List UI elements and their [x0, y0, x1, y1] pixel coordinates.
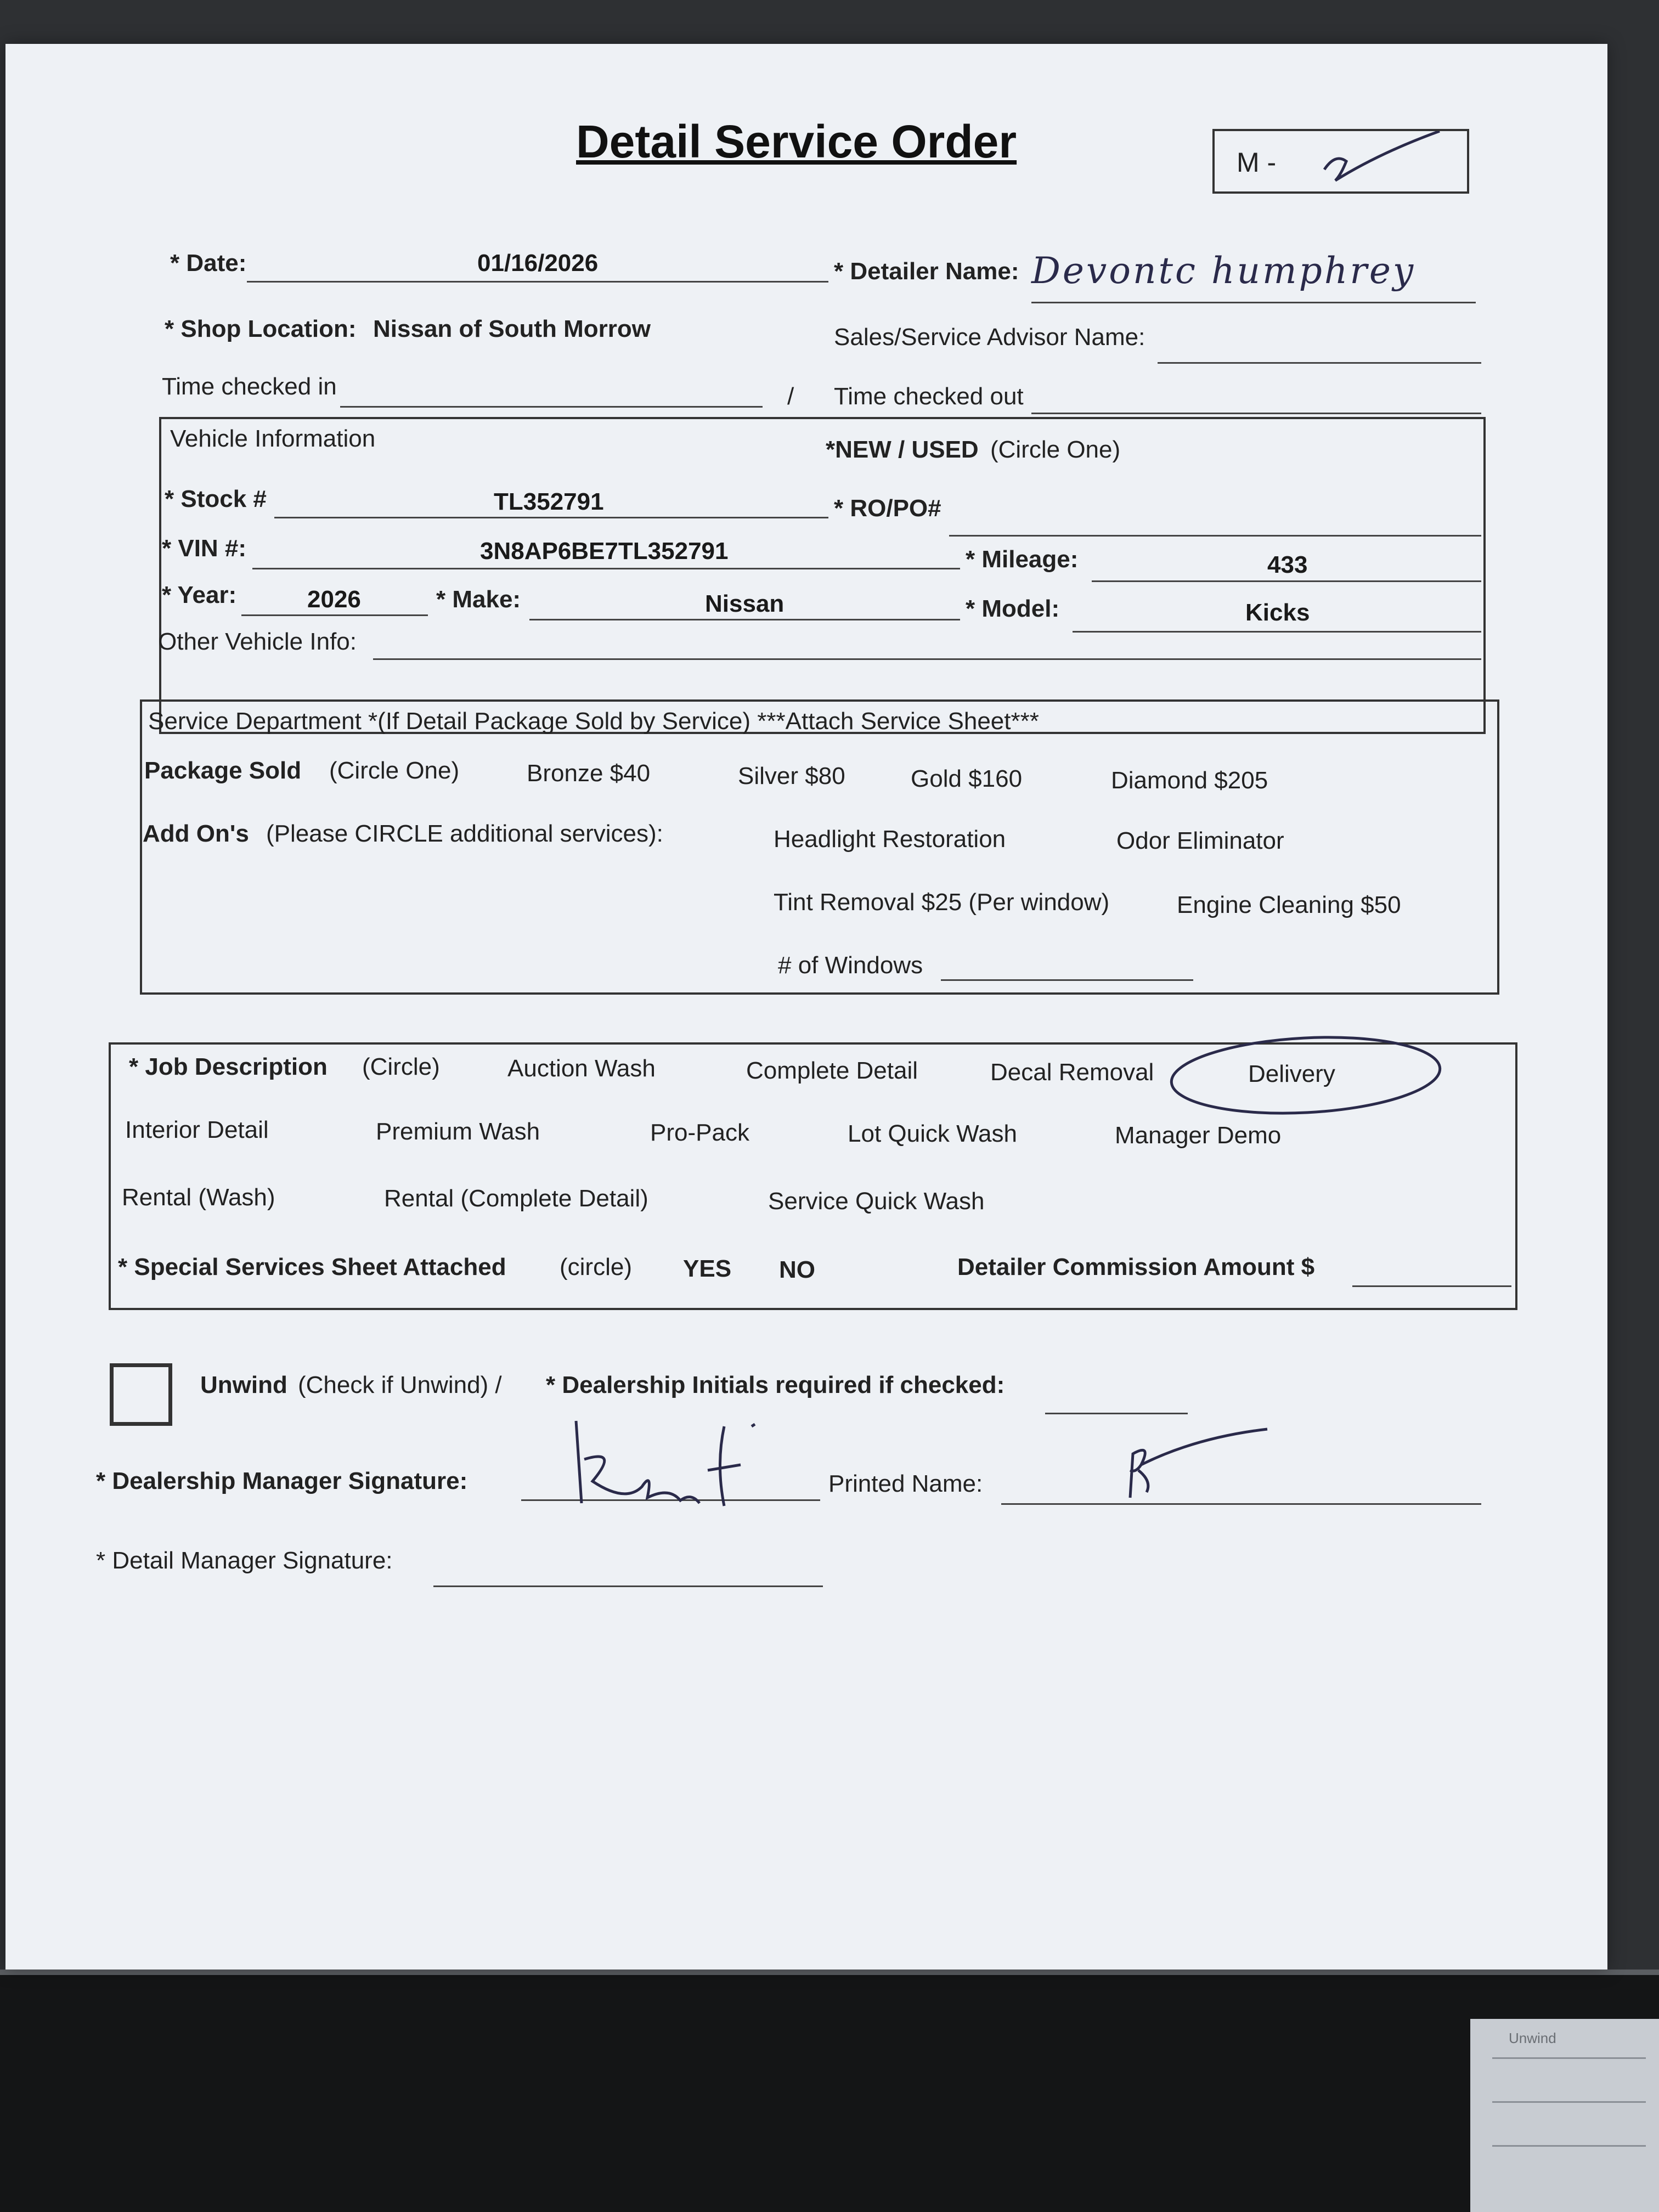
special-services-label: * Special Services Sheet Attached: [118, 1254, 506, 1280]
job-description-note: (Circle): [362, 1053, 440, 1080]
job-manager-demo[interactable]: Manager Demo: [1115, 1122, 1282, 1149]
addon-tint[interactable]: Tint Removal $25 (Per window): [774, 889, 1110, 916]
special-services-note: (circle): [560, 1254, 632, 1280]
make-value[interactable]: Nissan: [705, 590, 785, 617]
m-number-handwriting: [1313, 131, 1445, 186]
detail-manager-line[interactable]: [433, 1585, 823, 1587]
initials-label: * Dealership Initials required if checked:: [546, 1372, 1005, 1398]
package-bronze[interactable]: Bronze $40: [527, 760, 651, 787]
delivery-circle-mark: [1163, 1029, 1448, 1122]
addon-odor[interactable]: Odor Eliminator: [1116, 827, 1284, 854]
special-no[interactable]: NO: [779, 1256, 815, 1283]
job-premium-wash[interactable]: Premium Wash: [376, 1118, 540, 1145]
package-diamond[interactable]: Diamond $205: [1111, 767, 1268, 794]
make-line: [529, 619, 960, 620]
job-service-quick-wash[interactable]: Service Quick Wash: [768, 1188, 985, 1215]
background-sheet-text: Unwind: [1509, 2030, 1556, 2046]
desk-surface: [0, 1975, 1659, 2212]
service-header: Service Department *(If Detail Package Sold by Service) ***Attach Service Sheet***: [148, 708, 1039, 735]
mileage-line: [1092, 580, 1481, 582]
vehicle-info-title: Vehicle Information: [170, 425, 376, 452]
job-description-label: * Job Description: [129, 1053, 328, 1080]
year-value[interactable]: 2026: [307, 586, 361, 613]
job-pro-pack[interactable]: Pro-Pack: [650, 1119, 749, 1146]
manager-signature-scribble: [560, 1404, 790, 1531]
background-sheet-line: [1492, 2101, 1646, 2103]
time-in-line[interactable]: [340, 406, 763, 408]
m-number-label: M -: [1237, 147, 1277, 178]
service-order-form: [5, 44, 1607, 1970]
date-label: * Date:: [170, 250, 247, 276]
new-used-note: (Circle One): [990, 436, 1121, 463]
model-value[interactable]: Kicks: [1245, 599, 1310, 626]
printed-name-label: Printed Name:: [828, 1470, 983, 1497]
special-yes[interactable]: YES: [683, 1255, 732, 1282]
time-out-line[interactable]: [1031, 413, 1481, 414]
job-lot-quick-wash[interactable]: Lot Quick Wash: [848, 1120, 1017, 1147]
vin-line: [252, 568, 960, 569]
stock-value[interactable]: TL352791: [494, 488, 604, 515]
unwind-checkbox[interactable]: [110, 1363, 172, 1426]
other-info-label: Other Vehicle Info:: [158, 628, 357, 655]
job-rental-wash[interactable]: Rental (Wash): [122, 1184, 275, 1211]
form-title: Detail Service Order: [576, 116, 1017, 167]
date-value[interactable]: 01/16/2026: [477, 250, 599, 276]
make-label: * Make:: [436, 586, 521, 613]
ro-po-label: * RO/PO#: [834, 495, 941, 522]
mileage-label: * Mileage:: [966, 546, 1079, 573]
detailer-label: * Detailer Name:: [834, 258, 1019, 285]
time-out-label: Time checked out: [834, 383, 1024, 410]
time-in-label: Time checked in: [162, 373, 337, 400]
model-label: * Model:: [966, 595, 1060, 622]
addons-note: (Please CIRCLE additional services):: [266, 820, 663, 847]
stock-label: * Stock #: [165, 486, 267, 512]
initials-line[interactable]: [1045, 1413, 1188, 1414]
package-gold[interactable]: Gold $160: [911, 765, 1023, 792]
detailer-value[interactable]: Devontc humphrey: [1031, 250, 1416, 292]
ro-po-line[interactable]: [949, 535, 1481, 537]
shop-location-value: Nissan of South Morrow: [373, 315, 651, 342]
package-sold-label: Package Sold: [144, 757, 302, 784]
vin-label: * VIN #:: [162, 535, 247, 562]
detail-manager-label: * Detail Manager Signature:: [96, 1547, 393, 1574]
advisor-line[interactable]: [1158, 362, 1481, 364]
advisor-label: Sales/Service Advisor Name:: [834, 324, 1146, 351]
job-complete-detail[interactable]: Complete Detail: [746, 1057, 918, 1084]
mileage-value[interactable]: 433: [1267, 551, 1308, 578]
unwind-note: (Check if Unwind) /: [298, 1372, 502, 1398]
shop-location-label: * Shop Location:: [165, 315, 357, 342]
addon-engine[interactable]: Engine Cleaning $50: [1177, 891, 1401, 918]
detailer-line: [1031, 302, 1476, 303]
job-rental-complete[interactable]: Rental (Complete Detail): [384, 1185, 648, 1212]
addon-headlight[interactable]: Headlight Restoration: [774, 826, 1006, 853]
job-interior-detail[interactable]: Interior Detail: [125, 1116, 269, 1143]
package-sold-note: (Circle One): [329, 757, 460, 784]
background-sheet-line: [1492, 2145, 1646, 2147]
background-sheet: [1470, 2019, 1659, 2212]
vin-value[interactable]: 3N8AP6BE7TL352791: [480, 538, 729, 565]
date-line: [247, 281, 828, 283]
m-number-box[interactable]: [1212, 129, 1469, 194]
stock-line: [274, 517, 828, 518]
other-info-line[interactable]: [373, 658, 1481, 660]
printed-name-scribble: [1114, 1421, 1278, 1509]
windows-line[interactable]: [941, 979, 1193, 981]
job-delivery[interactable]: Delivery: [1248, 1060, 1335, 1087]
job-auction-wash[interactable]: Auction Wash: [507, 1055, 656, 1082]
package-silver[interactable]: Silver $80: [738, 763, 845, 789]
new-used-label[interactable]: *NEW / USED: [826, 436, 979, 463]
unwind-label: Unwind: [200, 1372, 287, 1398]
year-line: [241, 614, 428, 616]
addons-label: Add On's: [143, 820, 249, 847]
commission-label: Detailer Commission Amount $: [957, 1254, 1315, 1280]
background-sheet-line: [1492, 2057, 1646, 2059]
commission-line[interactable]: [1352, 1285, 1511, 1287]
job-decal-removal[interactable]: Decal Removal: [990, 1059, 1154, 1086]
time-separator: /: [787, 383, 794, 410]
manager-signature-label: * Dealership Manager Signature:: [96, 1468, 468, 1494]
windows-label: # of Windows: [778, 952, 923, 979]
model-line: [1073, 631, 1481, 633]
year-label: * Year:: [162, 582, 237, 608]
